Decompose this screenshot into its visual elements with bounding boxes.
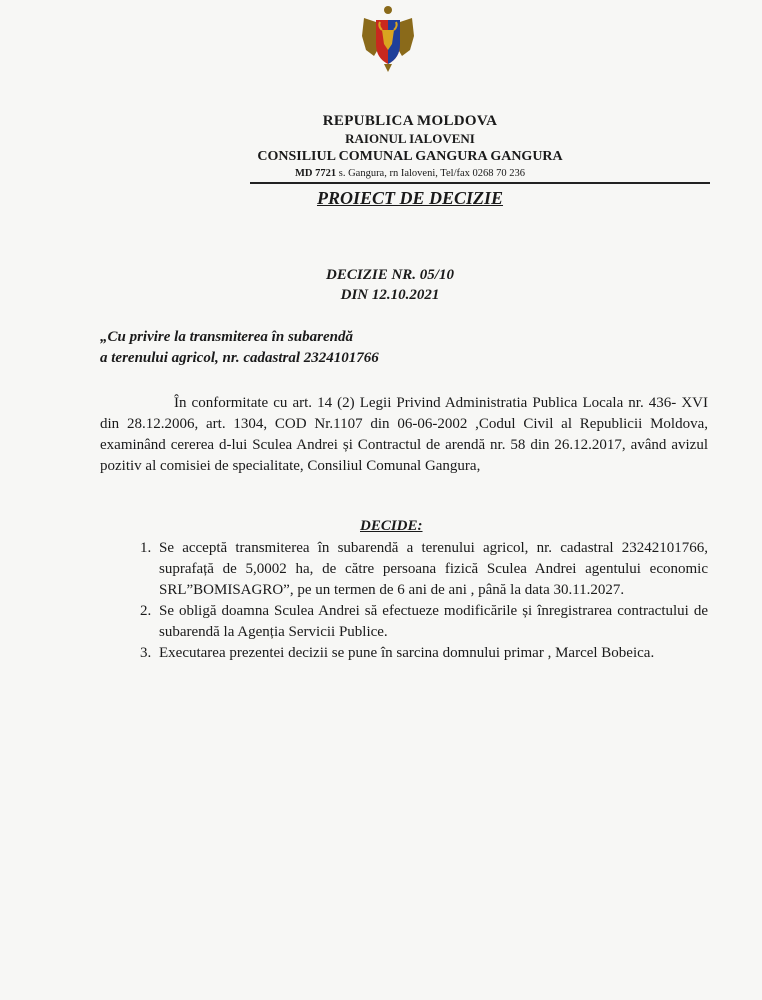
item-text: Se acceptă transmiterea în subarendă a terenului agricol, nr. cadastral 23242101766, suprafață de 5,0002 ha, de către persoana fizică Sculea Andrei agentului economic SRL”BOMISAGRO”, pe un termen de 6 ani de ani , până la data 30.11.2027. — [159, 540, 708, 598]
decision-subject — [100, 327, 660, 369]
item-text: Executarea prezentei decizii se pune în sarcina domnului primar , Marcel Bobeica. — [159, 645, 655, 661]
decision-date: DIN 12.10.2021 — [340, 287, 440, 303]
header-divider — [250, 182, 710, 184]
subject-line: „Cu privire la transmiterea în subarendă — [100, 329, 353, 345]
decision-item — [140, 643, 708, 664]
decision-item — [140, 601, 708, 643]
preamble-paragraph: În conformitate cu art. 14 (2) Legii Privind Administratia Publica Locala nr. 436- XVI din 28.12.2006, art. 1304, COD Nr.1107 din 06-06-2002 ,Codul Civil al Republicii Moldova, examinând cererea d-lui Sculea Andrei și Contractul de arendă nr. 58 din 26.12.2017, având avizul pozitiv al comisiei de specialitate, Consiliul Comunal Gangura, — [100, 395, 708, 474]
decide-heading: DECIDE: — [360, 518, 423, 534]
council-heading: CONSILIUL COMUNAL GANGURA GANGURA — [257, 149, 563, 164]
item-number: 1. — [140, 540, 152, 556]
country-heading: REPUBLICA MOLDOVA — [322, 113, 498, 129]
item-number: 3. — [140, 645, 152, 661]
coat-of-arms-icon — [356, 0, 420, 74]
subject-line: a terenului agricol, nr. cadastral 2324101766 — [100, 350, 379, 366]
decision-items — [140, 538, 708, 664]
decision-item — [140, 538, 708, 601]
district-heading: RAIONUL IALOVENI — [345, 131, 475, 146]
address-details: s. Gangura, rn Ialoveni, Tel/fax 0268 70 236 — [336, 168, 526, 179]
postal-code: MD 7721 — [294, 168, 337, 179]
item-number: 2. — [140, 603, 152, 619]
item-text: Se obligă doamna Sculea Andrei să efectueze modificările și înregistrarea contractului de subarendă la Agenția Servicii Publice. — [159, 603, 708, 640]
document-label: PROIECT DE DECIZIE — [316, 188, 504, 208]
decision-number: DECIZIE NR. 05/10 — [326, 267, 454, 283]
council-address — [230, 168, 590, 179]
